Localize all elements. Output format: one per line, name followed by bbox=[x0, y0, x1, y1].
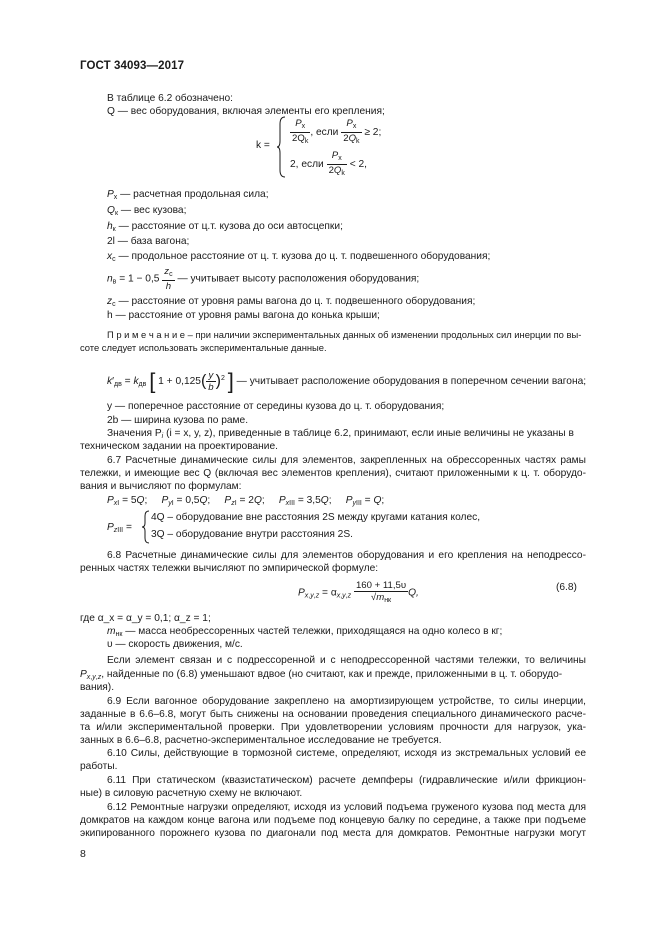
text-line: где α_x = α_y = 0,1; α_z = 1; bbox=[80, 613, 211, 624]
note-line: П р и м е ч а н и е – при наличии экспериментальных данных об изменении продольных сил инерции по вы- bbox=[107, 329, 582, 340]
pz-case-2: 3Q – оборудование внутри расстояния 2S. bbox=[151, 529, 353, 540]
formula-6-8: $P_{x,y,z} = \alpha_{x,y,z}$ $\frac{160 + 11,5\upsilon}{√m_{нк}}$ Q, bbox=[298, 580, 419, 604]
kdv-formula: $k'_{дв} = k_{дв}$ [ 1 + 0,125( $\frac{y}{b}$ )$^2$ ] — учитывает расположение оборудования в поперечном сечении вагона; bbox=[107, 368, 587, 394]
text-line: υ — скорость движения, м/с. bbox=[107, 639, 243, 650]
text-line: ренных частях тележки вычисляют по эмпирической формуле: bbox=[80, 563, 379, 574]
k-case-2: 2, если $\frac{P_x}{2Q_k}$ < 2, bbox=[290, 150, 368, 177]
text-line: $P_x$ — расчетная продольная сила; bbox=[107, 189, 269, 201]
brace-icon bbox=[276, 116, 286, 178]
text-line: та и/или экспериментальной проверки. При удовлетворении условиям прочности для нагрузок, ука- bbox=[80, 722, 586, 733]
text-line: вания и вычисляют по формулам: bbox=[80, 481, 242, 492]
text-line: экипированного порожнего кузова по диагонали под места для домкратов. Ремонтные нагрузки могут bbox=[80, 828, 586, 839]
text-line: домкратов на каждом конце вагона или подъеме под концевую балку по середине, а также при подъеме bbox=[80, 815, 586, 826]
pz-label: $P_{zIII}$ = bbox=[107, 522, 132, 534]
pz-case-1: 4Q – оборудование вне расстояния 2S между кругами катания колес, bbox=[151, 512, 481, 523]
text-line: $x_c$ — продольное расстояние от ц. т. кузова до ц. т. подвешенного оборудования; bbox=[107, 251, 491, 263]
text-line: заданные в 6.6–6.8, могут быть снижены на основании проведения специального динамического расче- bbox=[80, 709, 586, 720]
text-line: $Q_к$ — вес кузова; bbox=[107, 205, 187, 217]
k-case-1: $\frac{P_x}{2Q_k}$ , если $\frac{P_x}{2Q_k}$ ≥ 2; bbox=[292, 118, 382, 145]
k-label: k = bbox=[256, 140, 270, 151]
text-line: $P_{x,y,z}$, найденные по (6.8) уменьшают вдвое (но считают, как и прежде, приложенными в ц. т. оборудо- bbox=[80, 669, 563, 681]
text-line: $h_к$ — расстояние от ц.т. кузова до оси автосцепки; bbox=[107, 221, 343, 233]
brace-icon bbox=[141, 510, 150, 544]
text-line: ные) в силовую расчетную схему не включают. bbox=[80, 788, 303, 799]
text-line: Значения $P_i$ (i = x, y, z), приведенные в таблице 6.2, принимают, если иные величины не указаны в bbox=[107, 428, 574, 440]
text-line: 6.10 Силы, действующие в тормозной системе, определяют, исходя из экстремальных условий ее bbox=[107, 748, 586, 759]
text-line: 6.9 Если вагонное оборудование закреплено на амортизирующем устройстве, то силы инерции, bbox=[107, 696, 586, 707]
note-line: соте следует использовать экспериментальные данные. bbox=[80, 342, 327, 353]
text-line: $z_c$ — расстояние от уровня рамы вагона до ц. т. подвешенного оборудования; bbox=[107, 296, 476, 308]
document-header: ГОСТ 34093—2017 bbox=[80, 60, 185, 72]
text-line: y — поперечное расстояние от середины кузова до ц. т. оборудования; bbox=[107, 401, 445, 412]
text-line: 6.11 При статическом (квазистатическом) расчете демпферы (гидравлические и/или фрикцион- bbox=[107, 775, 586, 786]
text-line: 6.12 Ремонтные нагрузки определяют, исходя из условий подъема груженого кузова под места для bbox=[107, 802, 586, 813]
text-line: $m_{нк}$ — масса необрессоренных частей тележки, приходящаяся на одно колесо в кг; bbox=[107, 626, 503, 638]
nv-formula: $n_в = 1 - 0,5$ $\frac{z_c}{h}$ — учитывает высоту расположения оборудования; bbox=[107, 266, 420, 292]
text-line: 2b — ширина кузова по раме. bbox=[107, 415, 249, 426]
text-line: тележки, и имеющие вес Q (включая вес элементов крепления), считают приложенными к ц. т. оборудо- bbox=[80, 468, 586, 479]
text-line: 6.7 Расчетные динамические силы для элементов, закрепленных на обрессоренных частях рамы bbox=[107, 455, 586, 466]
text-line: Если элемент связан и с подрессоренной и с неподрессоренной частями тележки, то величины bbox=[107, 655, 586, 666]
forces-line: $P_{xI} = 5Q$; $P_{yI} = 0,5Q$; $P_{zI} = 2Q$; $P_{xIII} = 3,5Q$; $P_{yIII} = Q$; bbox=[107, 495, 385, 507]
page-number: 8 bbox=[80, 848, 86, 860]
text-line: 2l — база вагона; bbox=[107, 236, 190, 247]
text-line: работы. bbox=[80, 761, 118, 772]
text-line: В таблице 6.2 обозначено: bbox=[107, 93, 233, 104]
text-line: вания). bbox=[80, 682, 115, 693]
text-line: h — расстояние от уровня рамы вагона до конька крыши; bbox=[107, 310, 380, 321]
text-line: занных в 6.6–6.8, расчетно-экспериментальное исследование не требуется. bbox=[80, 735, 442, 746]
text-line: техническом задании на проектирование. bbox=[80, 441, 278, 452]
formula-number: (6.8) bbox=[556, 582, 577, 593]
text-line: Q — вес оборудования, включая элементы его крепления; bbox=[107, 106, 385, 117]
text-line: 6.8 Расчетные динамические силы для элементов оборудования и его крепления на неподрессо- bbox=[107, 550, 586, 561]
